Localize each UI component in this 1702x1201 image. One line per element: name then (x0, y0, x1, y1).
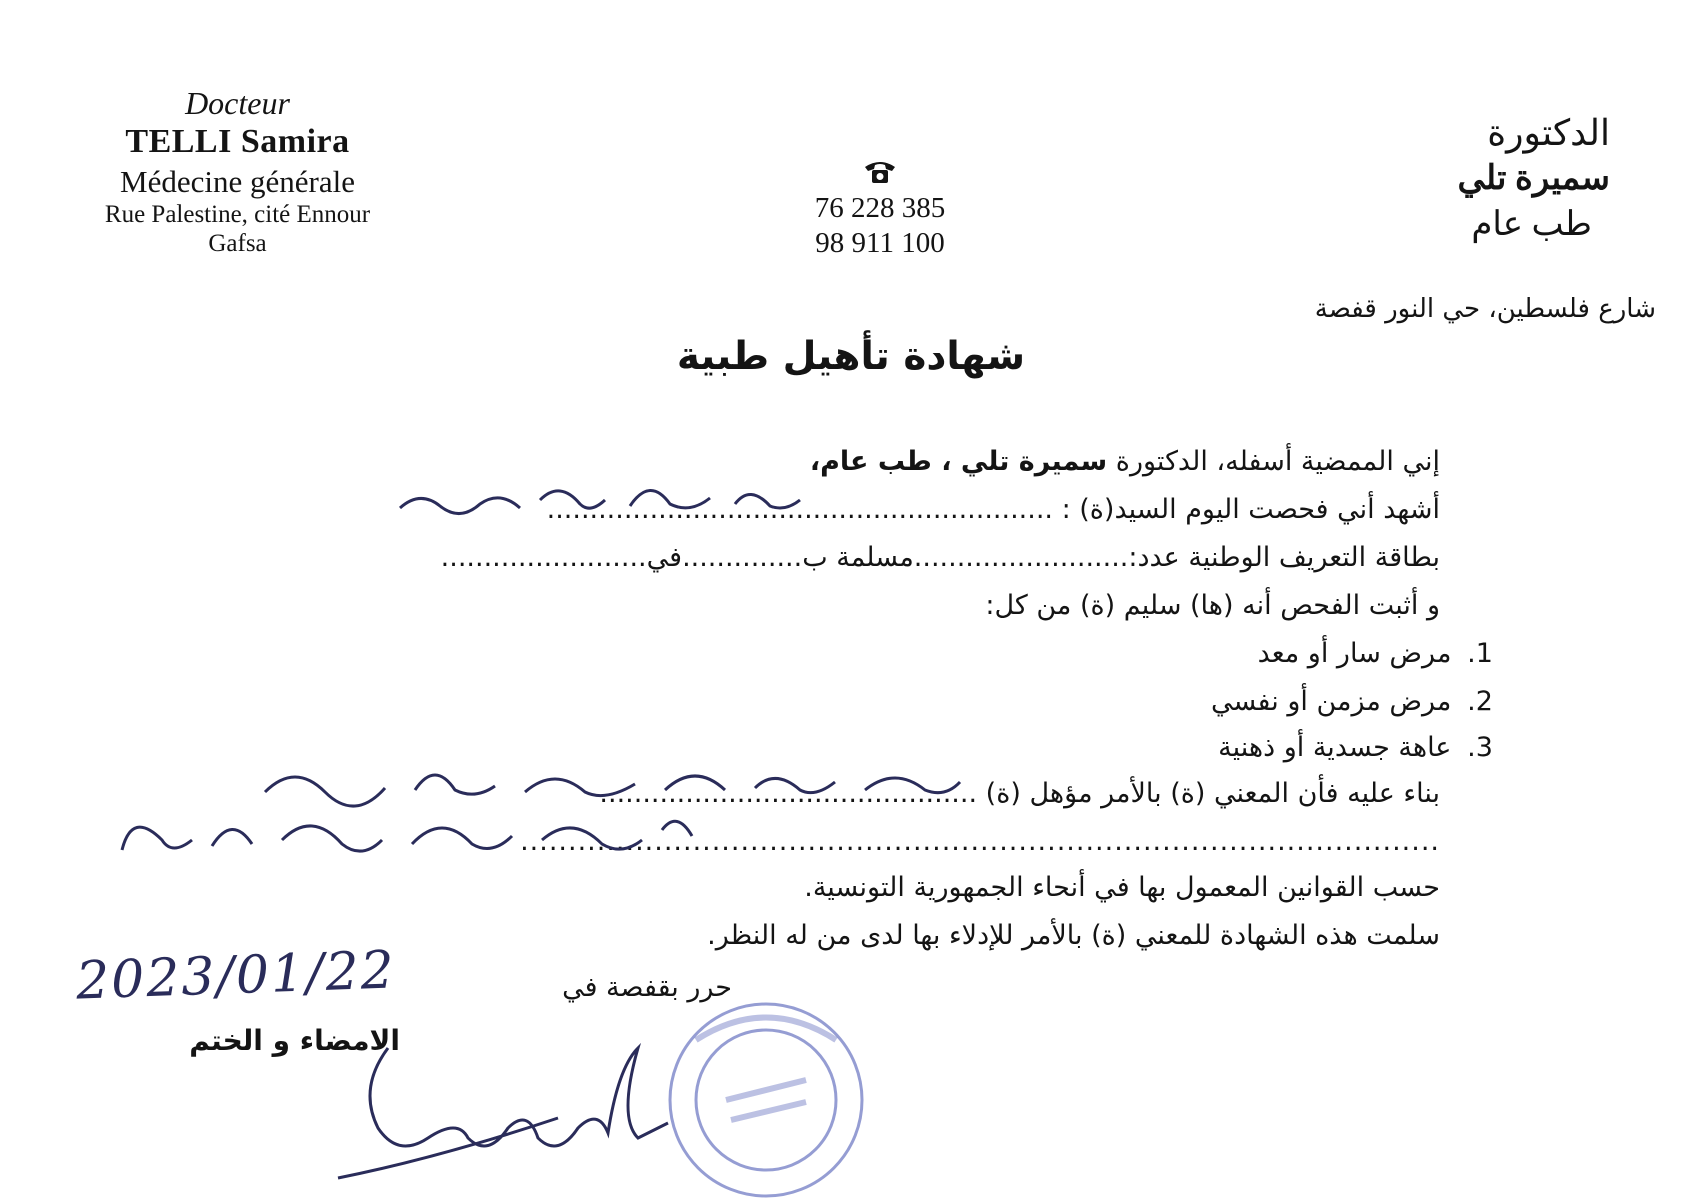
list-item-text: مرض سار أو معد (1257, 638, 1452, 669)
header-fr-city: Gafsa (208, 230, 267, 258)
line1-doctor-name: سميرة تلي ، طب عام، (809, 446, 1108, 477)
header-fr-address: Rue Palestine, cité Ennour (104, 200, 371, 228)
list-item-number: 2. (1467, 686, 1493, 717)
header-ar-address: شارع فلسطين، حي النور قفصة (1314, 294, 1656, 324)
line1-prefix: إني الممضية أسفله، الدكتورة (1115, 446, 1440, 477)
phone-number-1: 76 228 385 (814, 192, 946, 224)
list-item-text: عاهة جسدية أو ذهنية (1218, 732, 1452, 763)
header-arabic (1190, 112, 1610, 244)
line2-label: أشهد أني فحصت اليوم السيد(ة) : (1061, 494, 1440, 525)
line3-label-c: في (646, 542, 683, 573)
list-item (1218, 732, 1500, 763)
list-item-text: مرض مزمن أو نفسي (1210, 686, 1452, 717)
signature-label: الامضاء و الختم (189, 1024, 400, 1057)
body-line-1 (810, 446, 1440, 477)
written-at-label: حرر بقفصة في (562, 972, 732, 1003)
line5-dots: ............................................ (599, 778, 978, 809)
body-line-8: سلمت هذه الشهادة للمعني (ة) بالأمر للإدلاء بها لدى من له النظر. (707, 920, 1440, 951)
body-line-4: و أثبت الفحص أنه (ها) سليم (ة) من كل: (985, 590, 1440, 621)
line2-dots: ........................................................... (546, 494, 1053, 525)
line6-dots: ................................................................................................ (520, 826, 1440, 857)
stamp-drawing (656, 1000, 876, 1200)
line3-label-b: مسلمة ب (802, 542, 914, 573)
list-item (1258, 638, 1500, 669)
list-item (1211, 686, 1500, 717)
handwritten-date: 2023/01/22 (75, 940, 397, 1012)
header-ar-name: سميرة تلي (1457, 160, 1610, 197)
header-fr-docteur: Docteur (185, 85, 290, 121)
header-fr-specialty: Médecine générale (120, 163, 355, 199)
telephone-icon (863, 158, 897, 186)
header-phone (780, 158, 980, 261)
header-french (60, 86, 415, 258)
line3-dots-b: .............. (682, 542, 803, 573)
handwritten-patient-name (390, 470, 810, 530)
line3-label: بطاقة التعريف الوطنية عدد: (1128, 542, 1440, 573)
header-fr-name: TELLI Samira (125, 123, 350, 161)
body-line-3 (441, 542, 1440, 573)
line3-dots-c: ........................ (440, 542, 647, 573)
document-title: شهادة تأهيل طبية (676, 334, 1026, 379)
header-ar-title: الدكتورة (1487, 113, 1610, 153)
header-ar-specialty: طب عام (1471, 206, 1592, 243)
list-item-number: 1. (1467, 638, 1493, 669)
body-line-7: حسب القوانين المعمول بها في أنحاء الجمهورية التونسية. (804, 872, 1440, 903)
phone-number-2: 98 911 100 (815, 226, 945, 259)
list-item-number: 3. (1467, 732, 1493, 763)
line5-label: بناء عليه فأن المعني (ة) بالأمر مؤهل (ة) (985, 778, 1440, 809)
line3-dots-a: ......................... (913, 542, 1129, 573)
handwritten-qualification-2 (112, 800, 712, 880)
signature-drawing (318, 1028, 678, 1188)
